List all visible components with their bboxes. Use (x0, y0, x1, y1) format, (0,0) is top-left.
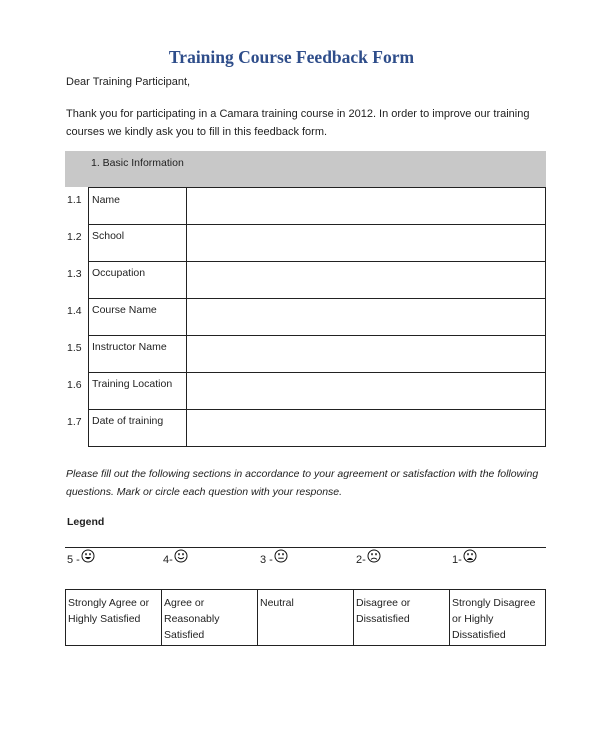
training-location-field[interactable] (186, 372, 546, 410)
happy-face-icon (174, 549, 188, 563)
row-label: Instructor Name (92, 341, 167, 353)
scale-number: 1- (452, 554, 462, 566)
scale-item-4 (163, 553, 188, 567)
scale-item-3 (260, 553, 288, 567)
scale-number: 4- (163, 554, 173, 566)
scale-item-5 (67, 553, 95, 567)
response-agree: Agree or Reasonably Satisfied (162, 590, 258, 645)
row-number: 1.5 (67, 342, 82, 354)
row-number: 1.1 (67, 194, 82, 206)
info-row-name (65, 187, 546, 224)
scale-item-2 (356, 553, 381, 567)
date-of-training-field[interactable] (186, 409, 546, 447)
intro-paragraph: Thank you for participating in a Camara training course in 2012. In order to improve our training courses we kindly ask you to fill in this feedback form. (66, 108, 530, 138)
scale-item-1 (452, 553, 477, 567)
school-field[interactable] (186, 224, 546, 262)
row-label: Training Location (92, 378, 173, 390)
name-field[interactable] (186, 187, 546, 225)
info-row-school (65, 224, 546, 261)
legend-divider (65, 547, 546, 548)
response-disagree: Disagree or Dissatisfied (354, 590, 450, 645)
basic-information-table (65, 151, 546, 446)
info-row-date-of-training (65, 409, 546, 446)
neutral-face-icon (274, 549, 288, 563)
info-row-training-location (65, 372, 546, 409)
row-label: Date of training (92, 415, 164, 427)
info-row-occupation (65, 261, 546, 298)
label-cell (88, 261, 187, 299)
label-cell (88, 409, 187, 447)
label-cell (88, 372, 187, 410)
occupation-field[interactable] (186, 261, 546, 299)
label-cell (88, 187, 187, 225)
legend-title: Legend (67, 516, 105, 528)
label-cell (88, 335, 187, 373)
response-neutral: Neutral (258, 590, 354, 645)
response-strongly-agree: Strongly Agree or Highly Satisfied (66, 590, 162, 645)
row-label: Course Name (92, 304, 157, 316)
scale-number: 2- (356, 554, 366, 566)
row-number: 1.3 (67, 268, 82, 280)
row-number: 1.2 (67, 231, 82, 243)
info-row-course-name (65, 298, 546, 335)
scale-number: 5 - (67, 554, 80, 566)
sad-face-icon (367, 549, 381, 563)
row-label: School (92, 230, 125, 242)
instructor-name-field[interactable] (186, 335, 546, 373)
info-row-instructor-name (65, 335, 546, 372)
response-legend-table (65, 589, 546, 646)
row-number: 1.6 (67, 379, 82, 391)
label-cell (88, 224, 187, 262)
scale-number: 3 - (260, 554, 273, 566)
instructions-text: Please fill out the following sections in accordance to your agreement or satisfaction with the following questions. Mark or circle each question with your response. (66, 468, 539, 498)
very-happy-face-icon (81, 549, 95, 563)
row-number: 1.7 (67, 416, 82, 428)
page-title: Training Course Feedback Form (168, 47, 415, 67)
response-strongly-disagree: Strongly Disagree or Highly Dissatisfied (452, 597, 536, 641)
label-cell (88, 298, 187, 336)
very-sad-face-icon (463, 549, 477, 563)
row-label: Occupation (92, 267, 146, 279)
basic-information-header (65, 151, 546, 187)
basic-information-heading: 1. Basic Information (91, 157, 184, 169)
course-name-field[interactable] (186, 298, 546, 336)
greeting-text: Dear Training Participant, (66, 76, 191, 88)
row-label: Name (92, 194, 121, 206)
row-number: 1.4 (67, 305, 82, 317)
